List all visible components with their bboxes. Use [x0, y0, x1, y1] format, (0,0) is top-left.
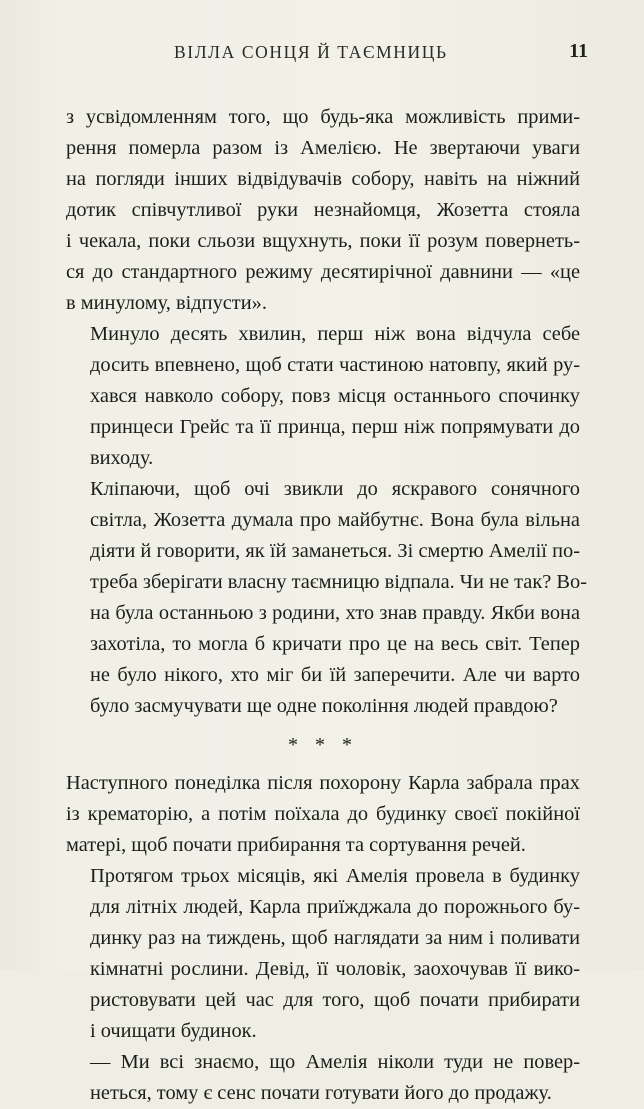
text-line: і чекала, поки сльози вщухнуть, поки її розум повернеть-	[66, 230, 580, 252]
text-line: — Ми всі знаємо, що Амелія ніколи туди не повер-	[90, 1051, 580, 1073]
text-line: Кліпаючи, щоб очі звикли до яскравого сонячного	[90, 478, 580, 500]
text-line: матері, щоб почати прибирання та сортування речей.	[66, 834, 526, 856]
section-separator: * * *	[288, 734, 358, 756]
text-line: ся до стандартного режиму десятирічної давнини — «це	[66, 261, 580, 283]
paragraph	[66, 319, 580, 474]
text-line: кімнатні рослини. Девід, її чоловік, заохочував її вико-	[90, 958, 580, 980]
paragraph	[66, 1047, 580, 1109]
text-line: діяти й говорити, як їй заманеться. Зі смертю Амелії по-	[90, 540, 580, 562]
text-line: захотіла, то могла б кричати про це на весь світ. Тепер	[90, 633, 580, 655]
text-line: динку раз на тиждень, щоб наглядати за ним і поливати	[90, 927, 580, 949]
text-line: не було нікого, хто міг би їй заперечити. Але чи варто	[90, 664, 580, 686]
text-line: світла, Жозетта думала про майбутнє. Вона була вільна	[90, 509, 580, 531]
text-line: і очищати будинок.	[90, 1020, 257, 1042]
text-line: з усвідомленням того, що будь-яка можливість прими-	[66, 106, 580, 128]
text-line: ристовувати цей час для того, щоб почати прибирати	[90, 989, 580, 1011]
text-line: із крематорію, а потім поїхала до будинку своєї покійної	[66, 803, 580, 825]
text-line: треба зберігати власну таємницю відпала. Чи не так? Во-	[90, 571, 587, 593]
text-line: неться, тому є сенс почати готувати його до продажу.	[90, 1082, 552, 1104]
text-line: хався навколо собору, повз місця останнього спочинку	[90, 385, 580, 407]
paragraph	[66, 861, 580, 1047]
running-title: ВІЛЛА СОНЦЯ Й ТАЄМНИЦЬ	[174, 42, 448, 62]
paragraph	[66, 474, 587, 722]
page-number: 11	[569, 40, 588, 62]
text-line: дотик співчутливої руки незнайомця, Жозетта стояла	[66, 199, 580, 221]
text-line: виходу.	[90, 447, 154, 469]
text-line: в минулому, відпусти».	[66, 292, 267, 314]
text-line: Наступного понеділка після похорону Карла забрала прах	[66, 772, 580, 794]
text-line: Протягом трьох місяців, які Амелія провела в будинку	[90, 865, 580, 887]
text-line: було засмучувати ще одне покоління людей правдою?	[90, 695, 558, 717]
text-line: Минуло десять хвилин, перш ніж вона відчула себе	[90, 323, 580, 345]
body-text	[66, 102, 587, 1109]
text-line: рення померла разом із Амелією. Не звертаючи уваги	[66, 137, 580, 159]
text-line: принцеси Грейс та її принца, перш ніж попрямувати до	[90, 416, 580, 438]
page-header	[56, 38, 588, 68]
paragraph	[66, 768, 580, 861]
text-line: на погляди інших відвідувачів собору, навіть на ніжний	[66, 168, 580, 190]
text-line: на була останньою з родини, хто знав правду. Якби вона	[90, 602, 580, 624]
text-line: для літніх людей, Карла приїжджала до порожнього бу-	[90, 896, 580, 918]
text-line: досить впевнено, щоб стати частиною натовпу, який ру-	[90, 354, 580, 376]
paragraph	[66, 102, 580, 319]
